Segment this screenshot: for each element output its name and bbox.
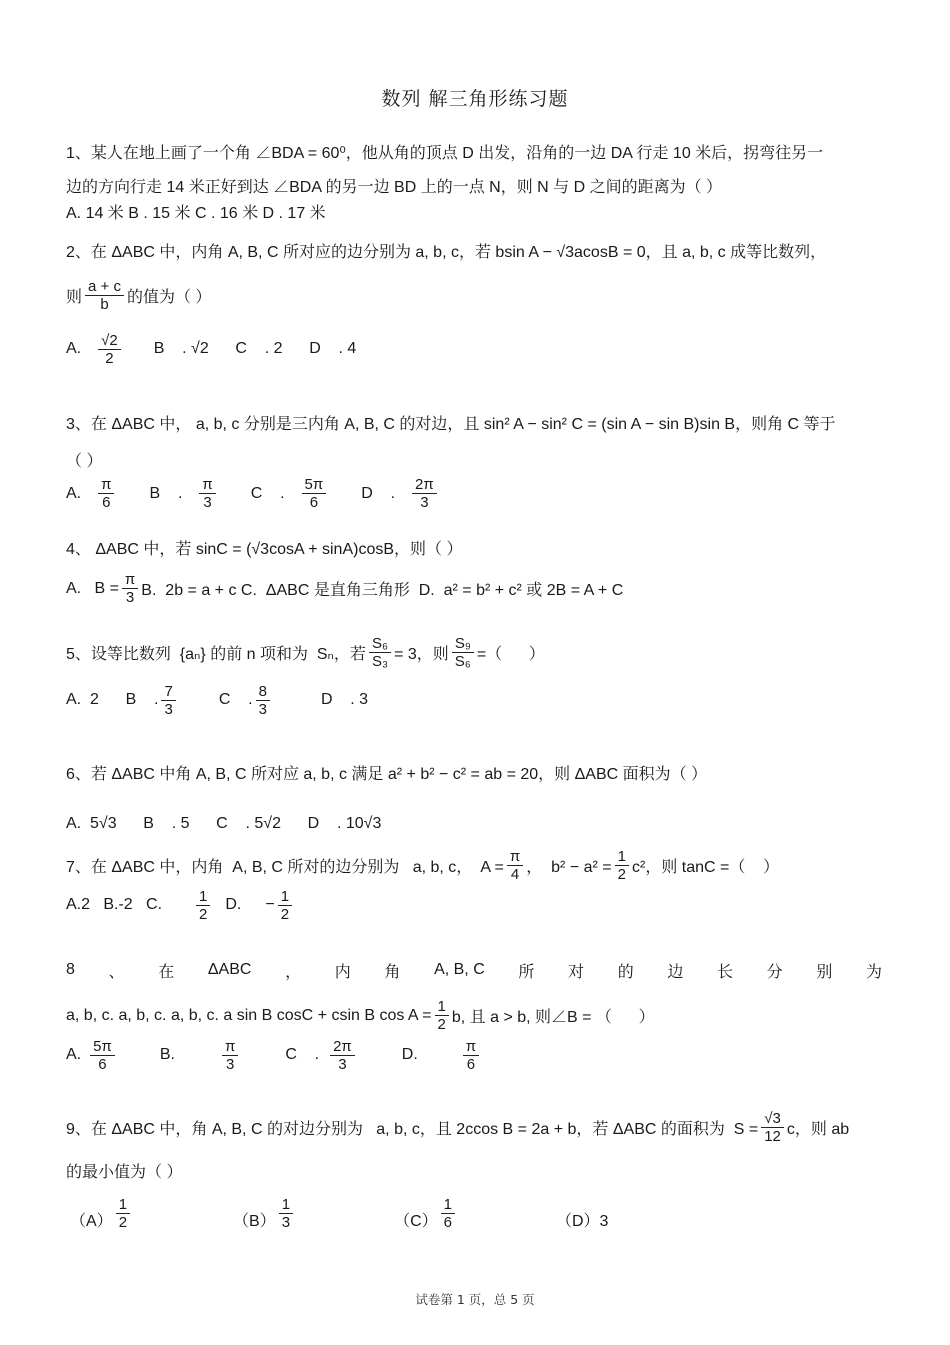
q3-options [66,476,882,512]
q9-a-label: （A） [70,1213,113,1230]
q8-word: 角 [384,963,401,981]
q8-a-frac [90,1038,115,1074]
q7-c-num: 1 [196,888,210,906]
question-2 [66,238,882,367]
q1-line2: 边的方向行走 14 米正好到达 ∠BDA 的另一边 BD 上的一点 N，则 N 与 D 之间的距离为（ ） [66,178,723,196]
q2-options [66,332,882,368]
q5-a: A. 2 B . [66,691,159,709]
q3-c-num: 5π [302,476,327,494]
q7-d-sign: − [265,896,275,914]
q4-a-pre: A. B = [66,579,119,597]
q5-c-den: 3 [258,700,267,718]
q2-frac-den: b [100,296,109,314]
q1-options: A. 14 米 B . 15 米 C . 16 米 D . 17 米 [66,204,326,222]
q9-b-label: （B） [233,1213,276,1230]
question-7 [66,848,882,923]
q5-b-num: 7 [161,683,175,701]
q5-f1 [369,635,391,671]
page-title: 数列 解三角形练习题 [381,88,569,110]
q3-d-num: 2π [412,476,437,494]
q2-fraction [85,278,124,314]
q8-d-num: π [463,1038,479,1056]
q7-d-frac [278,888,292,924]
q8-word: ΔABC [207,961,252,978]
q3-line2: （ ） [66,452,103,470]
page-footer: 试卷第 1 页，总 5 页 [415,1292,535,1307]
q9-a-frac [116,1196,130,1232]
q9-f-num: √3 [761,1110,784,1128]
q6-options: A. 5√3 B . 5 C . 5√2 D . 10√3 [66,815,382,832]
q9-line1 [66,1110,882,1146]
q5-f2-num: S₉ [452,635,474,653]
q8-f-num: 1 [435,998,449,1016]
q2-suffix: 的值为（ ） [126,289,212,307]
q2-opt-a-num: √2 [98,332,121,350]
q8-c-den: 3 [338,1055,347,1073]
q8-options [66,1038,882,1074]
q8-word: 8 [66,961,75,978]
q3-b-den: 3 [203,494,212,512]
q5-f1-den: S₃ [371,653,389,671]
q7-d-label: D. [225,896,242,914]
q5-pre: 5、设等比数列 {aₙ} 的前 n 项和为 Sₙ，若 [66,646,366,664]
q8-word: 、 [108,963,125,981]
q9-frac [761,1110,784,1146]
q3-c-label: C . [250,484,285,502]
q5-f2 [452,635,474,671]
q8-word: 长 [717,963,734,981]
q8-word: 的 [617,963,634,981]
q7-f1 [507,848,523,884]
q8-a-den: 6 [98,1055,107,1073]
q3-c-den: 6 [309,494,319,512]
q9-options [66,1196,882,1232]
q8-word: A, B, C [434,961,485,978]
q2-opt-a-label: A. [66,340,82,358]
q8-b-frac [222,1038,238,1074]
q9-post: c，则 ab [786,1121,850,1139]
q2-line1: 2、在 ΔABC 中，内角 A, B, C 所对应的边分别为 a, b, c，若 bsin A − √3acosB = 0，且 a, b, c 成等比数列， [66,243,827,261]
q9-c-label: （C） [394,1213,438,1230]
q3-c-frac [302,476,327,512]
q9-a-num: 1 [116,1196,130,1214]
q7-opts-pre: A.2 B.-2 C. [66,896,163,914]
q9-b-frac [279,1196,293,1232]
q3-d-label: D . [361,484,396,502]
q2-opt-a-frac [98,332,121,368]
q7-options [66,888,882,924]
question-9 [66,1110,882,1231]
q7-c-den: 2 [199,905,208,923]
q8-word: ， [285,963,302,981]
q8-line2-pre: a, b, c. a, b, c. a, b, c. a sin B cosC + csin B cos A = [66,1006,432,1024]
q8-line2 [66,998,882,1034]
q2-opt-rest: B . √2 C . 2 D . 4 [153,340,357,358]
q8-d-frac [463,1038,479,1074]
q8-word: 内 [334,963,351,981]
q8-line1 [66,958,882,982]
question-6 [66,760,882,836]
q7-line1 [66,848,882,884]
q9-pre: 9、在 ΔABC 中，角 A, B, C 的对边分别为 a, b, c，且 2ccos B = 2a + b，若 ΔABC 的面积为 S = [66,1121,759,1139]
question-3 [66,410,882,512]
q5-mid: = 3，则 [394,646,449,664]
q5-c-num: 8 [256,683,270,701]
q8-word: 分 [766,963,783,981]
q9-line2: 的最小值为（ ） [66,1164,183,1181]
q8-word: 边 [667,963,684,981]
q8-a-num: 5π [90,1038,115,1056]
q2-prefix: 则 [66,289,83,307]
q7-f1-den: 4 [510,866,520,884]
q5-c: C . [218,691,253,709]
q3-a-num: π [98,476,114,494]
q4-line1: 4、 ΔABC 中，若 sinC = (√3cosA + sinA)cosB，则（ ） [66,540,463,558]
q8-b-den: 3 [225,1055,235,1073]
q5-f2-den: S₆ [454,653,471,671]
question-1 [66,140,882,222]
q8-c-label: C . [285,1046,320,1064]
q5-b-frac [161,683,175,719]
q4-rest: B. 2b = a + c C. ΔABC 是直角三角形 D. a² = b² + c² 或 2B = A + C [141,582,624,600]
q3-d-den: 3 [420,494,429,512]
q7-mid: ， b² − a² = [526,859,612,877]
q8-a-label: A. [66,1046,82,1064]
q5-post: =（ ） [476,646,545,664]
q4-a-frac [122,571,138,607]
q6-line1: 6、若 ΔABC 中角 A, B, C 所对应 a, b, c 满足 a² + b² − c² = ab = 20，则 ΔABC 面积为（ ） [66,765,708,783]
q3-b-num: π [199,476,215,494]
q8-c-frac [330,1038,355,1074]
q8-line2-post: b, 且 a > b, 则∠B = （ ） [451,1009,655,1027]
q7-f1-num: π [507,848,523,866]
q8-b-num: π [222,1038,238,1056]
q7-post: c²，则 tanC =（ ） [631,859,780,877]
question-5 [66,635,882,718]
q7-f2-den: 2 [617,866,626,884]
q9-c-den: 6 [443,1213,452,1231]
q9-c-num: 1 [441,1196,455,1214]
question-8 [66,958,882,1073]
q2-frac-num: a + c [85,278,124,296]
question-4 [66,535,882,607]
q5-c-frac [256,683,270,719]
q3-d-frac [412,476,437,512]
q8-d-den: 6 [466,1055,476,1073]
q5-line1 [66,635,882,671]
q9-c-frac [441,1196,455,1232]
q9-f-den: 12 [764,1128,781,1146]
q2-line2 [66,278,882,314]
q4-options [66,571,882,607]
q7-d-den: 2 [280,905,290,923]
q9-d-label: （D）3 [555,1213,609,1230]
q7-c-frac [196,888,210,924]
q3-line1: 3、在 ΔABC 中， a, b, c 分别是三内角 A, B, C 的对边，且 sin² A − sin² C = (sin A − sin B)sin B，则角 C 等于 [66,415,836,433]
q5-b-den: 3 [164,700,173,718]
q2-opt-a-den: 2 [105,349,114,367]
q3-a-label: A. [66,484,82,502]
q5-options [66,683,882,719]
q8-d-label: D. [401,1046,418,1064]
q4-a-num: π [122,571,138,589]
q8-b-label: B. [159,1046,175,1064]
q8-word: 为 [865,963,882,981]
q8-word: 在 [158,963,175,981]
q5-d: D . 3 [320,691,369,709]
q5-f1-num: S₆ [369,635,391,653]
q7-pre: 7、在 ΔABC 中，内角 A, B, C 所对的边分别为 a, b, c， A = [66,859,504,877]
q7-d-num: 1 [278,888,292,906]
q8-word: 别 [816,963,833,981]
q9-b-den: 3 [281,1213,291,1231]
q8-word: 对 [568,963,585,981]
q3-a-den: 6 [102,494,111,512]
q3-b-label: B . [149,484,183,502]
q4-a-den: 3 [125,589,135,607]
q8-c-num: 2π [330,1038,355,1056]
q8-f-den: 2 [437,1016,446,1034]
q3-a-frac [98,476,114,512]
q9-a-den: 2 [118,1213,128,1231]
q7-f2 [615,848,629,884]
q1-line1: 1、某人在地上画了一个角 ∠BDA = 60⁰，他从角的顶点 D 出发，沿角的一边 DA 行走 10 米后，拐弯往另一 [66,144,824,162]
q3-b-frac [199,476,215,512]
q8-word: 所 [518,963,535,981]
q9-b-num: 1 [279,1196,293,1214]
q8-frac [435,998,449,1034]
q7-f2-num: 1 [615,848,629,866]
